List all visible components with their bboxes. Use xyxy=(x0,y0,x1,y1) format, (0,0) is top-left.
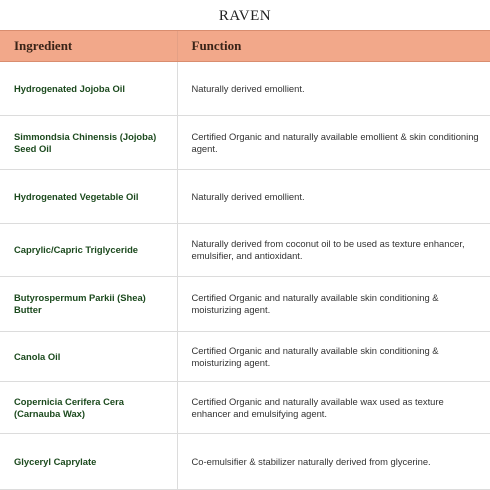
ingredient-cell: Simmondsia Chinensis (Jojoba) Seed Oil xyxy=(0,116,177,170)
table-row xyxy=(0,382,490,434)
function-cell: Certified Organic and naturally available skin conditioning & moisturizing agent. xyxy=(177,332,490,382)
table-row xyxy=(0,332,490,382)
ingredients-table xyxy=(0,30,490,490)
ingredient-cell: Hydrogenated Vegetable Oil xyxy=(0,170,177,224)
table-row xyxy=(0,62,490,116)
table-row xyxy=(0,116,490,170)
function-cell: Co-emulsifier & stabilizer naturally derived from glycerine. xyxy=(177,434,490,490)
table-row xyxy=(0,170,490,224)
header-row xyxy=(0,31,490,62)
ingredient-cell: Glyceryl Caprylate xyxy=(0,434,177,490)
ingredient-cell: Copernicia Cerifera Cera (Carnauba Wax) xyxy=(0,382,177,434)
ingredient-cell: Hydrogenated Jojoba Oil xyxy=(0,62,177,116)
function-cell: Naturally derived emollient. xyxy=(177,170,490,224)
function-cell: Certified Organic and naturally available emollient & skin conditioning agent. xyxy=(177,116,490,170)
ingredient-cell: Butyrospermum Parkii (Shea) Butter xyxy=(0,277,177,332)
page-title: RAVEN xyxy=(218,8,272,24)
function-cell: Naturally derived emollient. xyxy=(177,62,490,116)
column-header-ingredient: Ingredient xyxy=(0,31,177,62)
ingredient-cell: Caprylic/Capric Triglyceride xyxy=(0,224,177,277)
table-row xyxy=(0,434,490,490)
function-cell: Certified Organic and naturally available wax used as texture enhancer and emulsifying agent. xyxy=(177,382,490,434)
table-row xyxy=(0,277,490,332)
table-row xyxy=(0,224,490,277)
function-cell: Naturally derived from coconut oil to be used as texture enhancer, emulsifier, and antioxidant. xyxy=(177,224,490,277)
table-body xyxy=(0,62,490,490)
function-cell: Certified Organic and naturally available skin conditioning & moisturizing agent. xyxy=(177,277,490,332)
table-header xyxy=(0,31,490,62)
ingredient-cell: Canola Oil xyxy=(0,332,177,382)
column-header-function: Function xyxy=(177,31,490,62)
